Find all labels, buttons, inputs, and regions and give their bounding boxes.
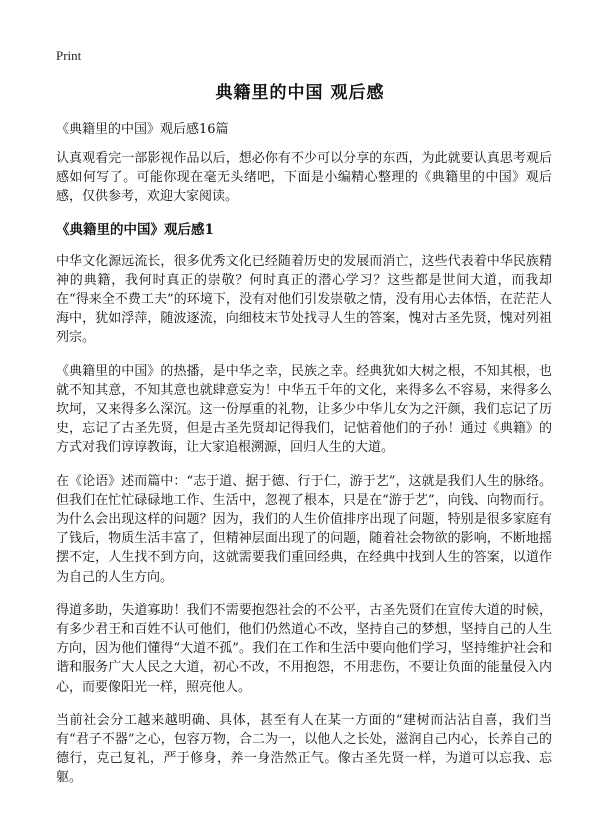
intro-paragraph: 认真观看完一部影视作品以后，想必你有不少可以分享的东西，为此就要认真思考观后感如何写了。可能你现在毫无头绪吧，下面是小编精心整理的《典籍里的中国》观后感，仅供参考，欢迎大家阅读。	[56, 151, 552, 205]
body-paragraph-4: 得道多助，失道寡助！我们不需要抱怨社会的不公平，古圣先贤们在宣传大道的时候，有多少君王和百姓不认可他们，他们仍然道心不改，坚持自己的梦想，坚持自己的人生方向，因为他们懂得“大道不孤”。我们在工作和生活中要向他们学习，坚持维护社会和谐和服务广大人民之大道，初心不改，不用抱怨，不用悲伤，不要让负面的能量侵入内心，而要像阳光一样，照亮他人。	[56, 602, 552, 695]
document-title: 典籍里的中国 观后感	[215, 83, 385, 103]
body-paragraph-1: 中华文化源远流长，很多优秀文化已经随着历史的发展而消亡，这些代表着中华民族精神的典籍，我何时真正的崇敬？何时真正的潜心学习？这些都是世间大道，而我却在“得来全不费工夫”的环境下，没有对他们引发崇敬之情，没有用心去体悟，在茫茫人海中，犹如浮萍，随波逐流，向细枝末节处找寻人生的答案，愧对古圣先贤，愧对列祖列宗。	[56, 253, 552, 346]
document-body	[56, 149, 552, 802]
document-subtitle: 《典籍里的中国》观后感16篇	[56, 122, 229, 137]
body-paragraph-2: 《典籍里的中国》的热播，是中华之幸，民族之幸。经典犹如大树之根，不知其根，也就不知其意，不知其意也就肆意妄为！中华五千年的文化，来得多么不容易，来得多么坎坷，又来得多么深沉。这一份厚重的礼物，让多少中华儿女为之汗颜，我们忘记了历史，忘记了古圣先贤，但是古圣先贤却记得我们，记惦着他们的子孙！通过《典籍》的方式对我们谆谆教诲，让大家追根溯源，回归人生的大道。	[56, 363, 552, 456]
section-heading: 《典籍里的中国》观后感1	[56, 221, 214, 238]
print-label: Print	[56, 48, 82, 63]
body-paragraph-5: 当前社会分工越来越明确、具体，甚至有人在某一方面的“建树而沾沾自喜，我们当有“君子不器”之心，包容万物，合二为一，以他人之长处，滋润自己内心，长养自己的德行，克己复礼，严于修身，养一身浩然正气。像古圣先贤一样，为道可以忘我、忘躯。	[56, 712, 552, 786]
body-paragraph-3: 在《论语》述而篇中：“志于道、据于德、行于仁，游于艺”，这就是我们人生的脉络。但我们在忙忙碌碌地工作、生活中，忽视了根本，只是在“游于艺”，向钱、向物而行。为什么会出现这样的问题？因为，我们的人生价值排序出现了问题，特别是很多家庭有了钱后，物质生活丰富了，但精神层面出现了的问题，随着社会物欲的影响，不断地摇摆不定，人生找不到方向，这就需要我们重回经典，在经典中找到人生的答案，以道作为自己的人生方向。	[56, 473, 552, 585]
